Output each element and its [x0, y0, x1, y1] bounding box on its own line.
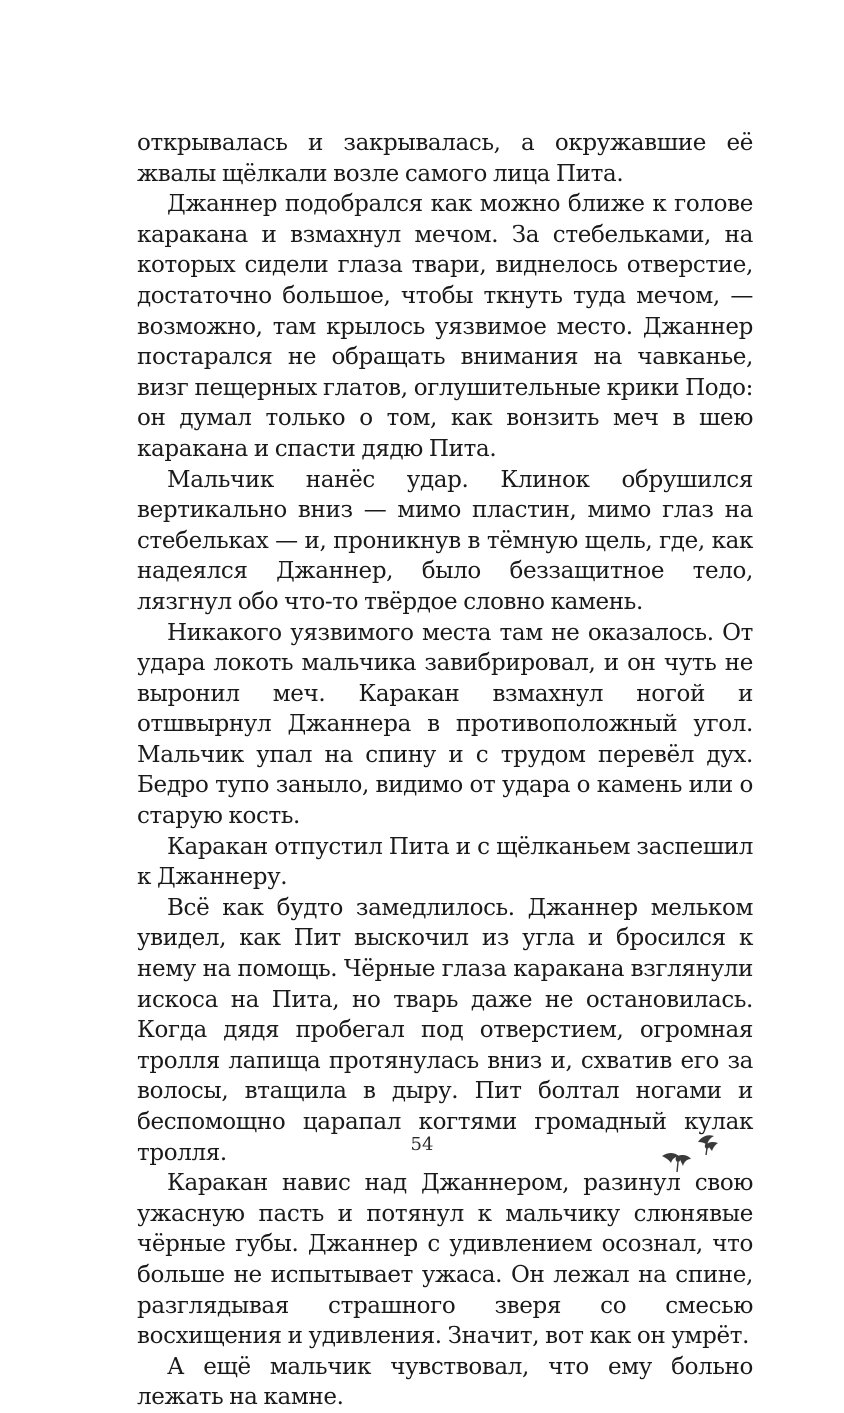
- paragraph: Никакого уязвимого места там не оказалось. От удара локоть мальчика завибрировал, и он чуть не выронил меч. Каракан взмахнул ногой и отшвырнул Джаннера в противоположный угол. Мальчик упал на спину и с трудом перевёл дух. Бедро тупо заныло, видимо от удара о камень или о старую кость.: [137, 619, 753, 830]
- bat-lower-icon: [662, 1153, 691, 1172]
- paragraph: А ещё мальчик чувствовал, что ему больно лежать на камне.: [137, 1353, 753, 1411]
- page-body-text: [137, 128, 753, 1413]
- page-number: 54: [410, 1134, 434, 1155]
- flying-bats-icon: [660, 1132, 722, 1182]
- paragraph: Каракан навис над Джаннером, разинул свою ужасную пасть и потянул к мальчику слюнявые чёрные губы. Джаннер с удивлением осознал, что больше не испытывает ужаса. Он лежал на спине, разглядывая страшного зверя со смесью восхищения и удивления. Значит, вот как он умрёт.: [137, 1170, 753, 1350]
- bat-upper-icon: [698, 1135, 718, 1155]
- paragraph: Всё как будто замедлилось. Джаннер мельком увидел, как Пит выскочил из угла и бросился к нему на помощь. Чёрные глаза каракана взглянули искоса на Пита, но тварь даже не остановилась. Когда дядя пробегал под отверстием, огромная тролля лапища протянулась вниз и, схватив его за волосы, втащила в дыру. Пит болтал ногами и беспомощно царапал когтями громадный кулак тролля.: [137, 894, 753, 1166]
- paragraph: Джаннер подобрался как можно ближе к голове каракана и взмахнул мечом. За стебельками, на которых сидели глаза твари, виднелось отверстие, достаточно большое, чтобы ткнуть туда мечом, — возможно, там крылось уязвимое место. Джаннер постарался не обращать внимания на чавканье, визг пещерных глатов, оглушительные крики Подо: он думал только о том, как вонзить меч в шею каракана и спасти дядю Пита.: [137, 191, 753, 462]
- paragraph: Каракан отпустил Пита и с щёлканьем заспешил к Джаннеру.: [137, 833, 753, 891]
- paragraph: Мальчик нанёс удар. Клинок обрушился вертикально вниз — мимо пластин, мимо глаз на стебельках — и, проникнув в тёмную щель, где, как надеялся Джаннер, было беззащитное тело, лязгнул обо что-то твёрдое словно камень.: [137, 466, 753, 615]
- paragraph: открывалась и закрывалась, а окружавшие её жвалы щёлкали возле самого лица Пита.: [137, 130, 753, 187]
